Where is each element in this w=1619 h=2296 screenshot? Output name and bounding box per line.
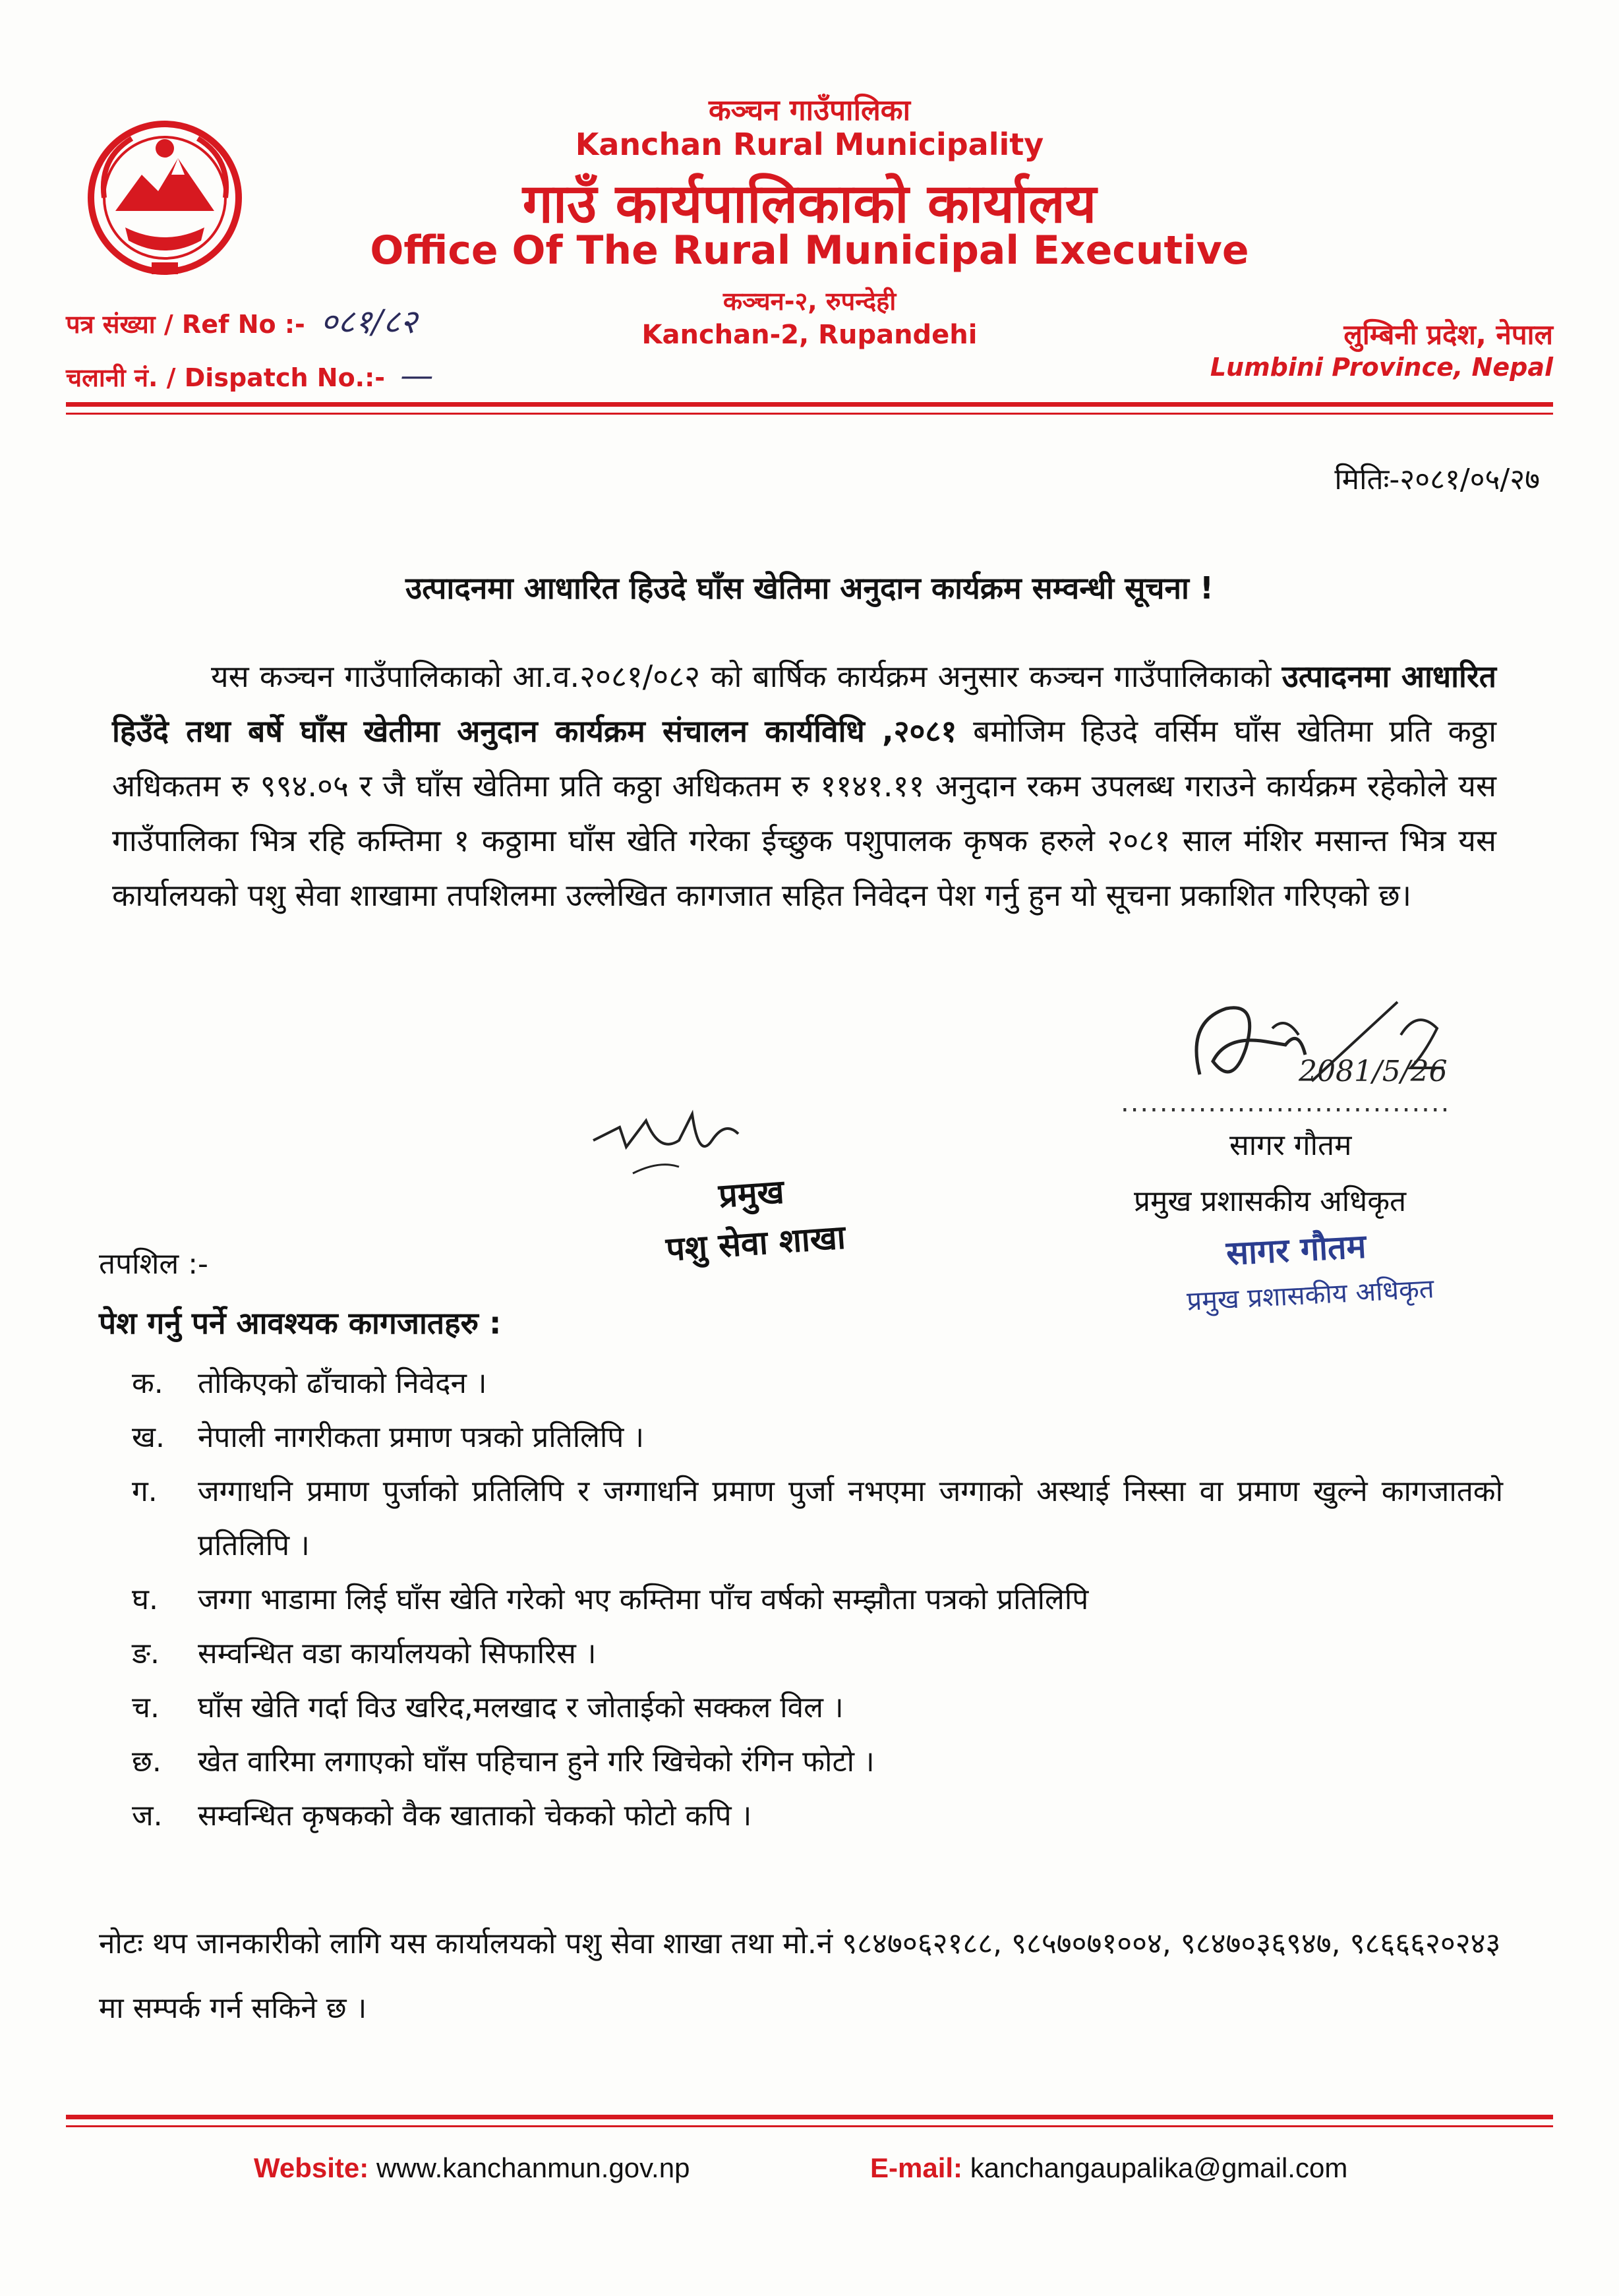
signatory-title: प्रमुख प्रशासकीय अधिकृत <box>1134 1185 1407 1218</box>
body-part-2: बमोजिम हिउदे वर्सिम घाँस खेतिमा प्रति कठ्ठा अधिकतम रु ९९४.०५ र जै घाँस खेतिमा प्रति कठ्ठा अधिकतम रु ११४१.११ अनुदान रकम उपलब्ध गराउने कार्यक्रम रहेकोले यस गाउँपालिका भित्र रहि कम्तिमा १ कठ्ठामा घाँस खेति गरेका ईच्छुक पशुपालक कृषक हरुले २०८१ साल मंशिर मसान्त भित्र यस कार्यालयको पशु सेवा शाखामा तपशिलमा उल्लेखित कागजात सहित निवेदन पेश गर्नु हुन यो सूचना प्रकाशित गरिएको छ। <box>112 713 1496 913</box>
footer-divider-thin <box>66 2125 1553 2127</box>
notice-body <box>112 649 1496 923</box>
list-item: ख. नेपाली नागरीकता प्रमाण पत्रको प्रतिलिपि । <box>132 1421 645 1454</box>
ref-number <box>66 298 417 343</box>
email-label: E-mail: <box>870 2152 963 2183</box>
header-divider <box>66 402 1553 407</box>
province-nepali: लुम्बिनी प्रदेश, नेपाल <box>1343 318 1553 351</box>
province-english: Lumbini Province, Nepal <box>1210 353 1553 382</box>
signatory-name: सागर गौतम <box>1229 1129 1352 1162</box>
dispatch-number <box>66 356 433 394</box>
address-english: Kanchan-2, Rupandehi <box>641 320 978 350</box>
dispatch-value: — <box>400 356 434 394</box>
header-divider-thin <box>66 413 1553 415</box>
list-item: क. तोकिएको ढाँचाको निवेदन । <box>132 1367 487 1400</box>
notice-subject: उत्पादनमा आधारित हिउदे घाँस खेतिमा अनुदान कार्यक्रम सम्वन्धी सूचना ! <box>405 570 1214 606</box>
body-part-1: यस कञ्चन गाउँपालिकाको आ.व.२०८१/०८२ को बार्षिक कार्यक्रम अनुसार कञ्चन गाउँपालिकाको <box>211 659 1282 694</box>
documents-list <box>132 1357 1503 1843</box>
municipality-name-english: Kanchan Rural Municipality <box>575 127 1044 162</box>
letter-date: मितिः-२०८१/०५/२७ <box>1334 463 1540 496</box>
section-stamp-name: पशु सेवा शाखा <box>664 1218 847 1269</box>
ref-label: पत्र संख्या / Ref No :- <box>66 310 305 339</box>
list-item: ङ. सम्वन्धित वडा कार्यालयको सिफारिस । <box>132 1637 597 1670</box>
address-nepali: कञ्चन-२, रुपन्देही <box>722 287 897 316</box>
body-bold-procedure: उत्पादनमा आधारित हिउँदे तथा बर्षे घाँस खेतीमा अनुदान कार्यक्रम संचालन कार्यविधि ,२०८१ <box>112 659 1496 749</box>
ref-value: ०८१/८२ <box>320 303 417 341</box>
email-link[interactable]: kanchangaupalika@gmail.com <box>970 2152 1348 2183</box>
schedule-label: तपशिल :- <box>99 1247 208 1281</box>
svg-text:2081/5/26: 2081/5/26 <box>1299 1055 1448 1088</box>
documents-heading: पेश गर्नु पर्ने आवश्यक कागजातहरु : <box>99 1305 502 1341</box>
municipality-name-nepali: कञ्चन गाउँपालिका <box>709 94 910 127</box>
list-item: ग. जग्गाधनि प्रमाण पुर्जाको प्रतिलिपि र जग्गाधनि प्रमाण पुर्जा नभएमा जग्गाको अस्थाई निस्सा वा प्रमाण खुल्ने कागजातको प्रतिलिपि । <box>132 1475 1503 1562</box>
office-name-english: Office Of The Rural Municipal Executive <box>370 227 1249 274</box>
stamp-name: सागर गौतम <box>1225 1227 1367 1273</box>
section-stamp-title: प्रमुख <box>717 1172 786 1216</box>
stamp-title: प्रमुख प्रशासकीय अधिकृत <box>1186 1274 1435 1317</box>
footer-website <box>254 2152 690 2184</box>
list-item: घ. जग्गा भाडामा लिई घाँस खेति गरेको भए कम्तिमा पाँच वर्षको सम्झौता पत्रको प्रतिलिपि <box>132 1583 1089 1616</box>
website-label: Website: <box>254 2152 369 2183</box>
office-name-nepali: गाउँ कार्यपालिकाको कार्यालय <box>522 173 1097 235</box>
list-item: ज. सम्वन्धित कृषकको वैक खाताको चेकको फोटो कपि । <box>132 1799 752 1833</box>
footer-email <box>870 2152 1347 2184</box>
footer-divider <box>66 2115 1553 2119</box>
list-item: छ. खेत वारिमा लगाएको घाँस पहिचान हुने गरि खिचेको रंगिन फोटो । <box>132 1745 875 1779</box>
contact-note: नोटः थप जानकारीको लागि यस कार्यालयको पशु सेवा शाखा तथा मो.नं ९८४७०६२१८८, ९८५७०७१००४, ९८४७०३६९४७, ९८६६६२०२४३ मा सम्पर्क गर्न सकिने छ । <box>99 1927 1501 2025</box>
dispatch-label: चलानी नं. / Dispatch No.:- <box>66 363 386 392</box>
list-item: च. घाँस खेति गर्दा विउ खरिद,मलखाद र जोताईको सक्कल विल । <box>132 1691 844 1724</box>
website-link[interactable]: www.kanchanmun.gov.np <box>376 2152 690 2183</box>
signature-line: .................................. <box>1121 1088 1451 1118</box>
